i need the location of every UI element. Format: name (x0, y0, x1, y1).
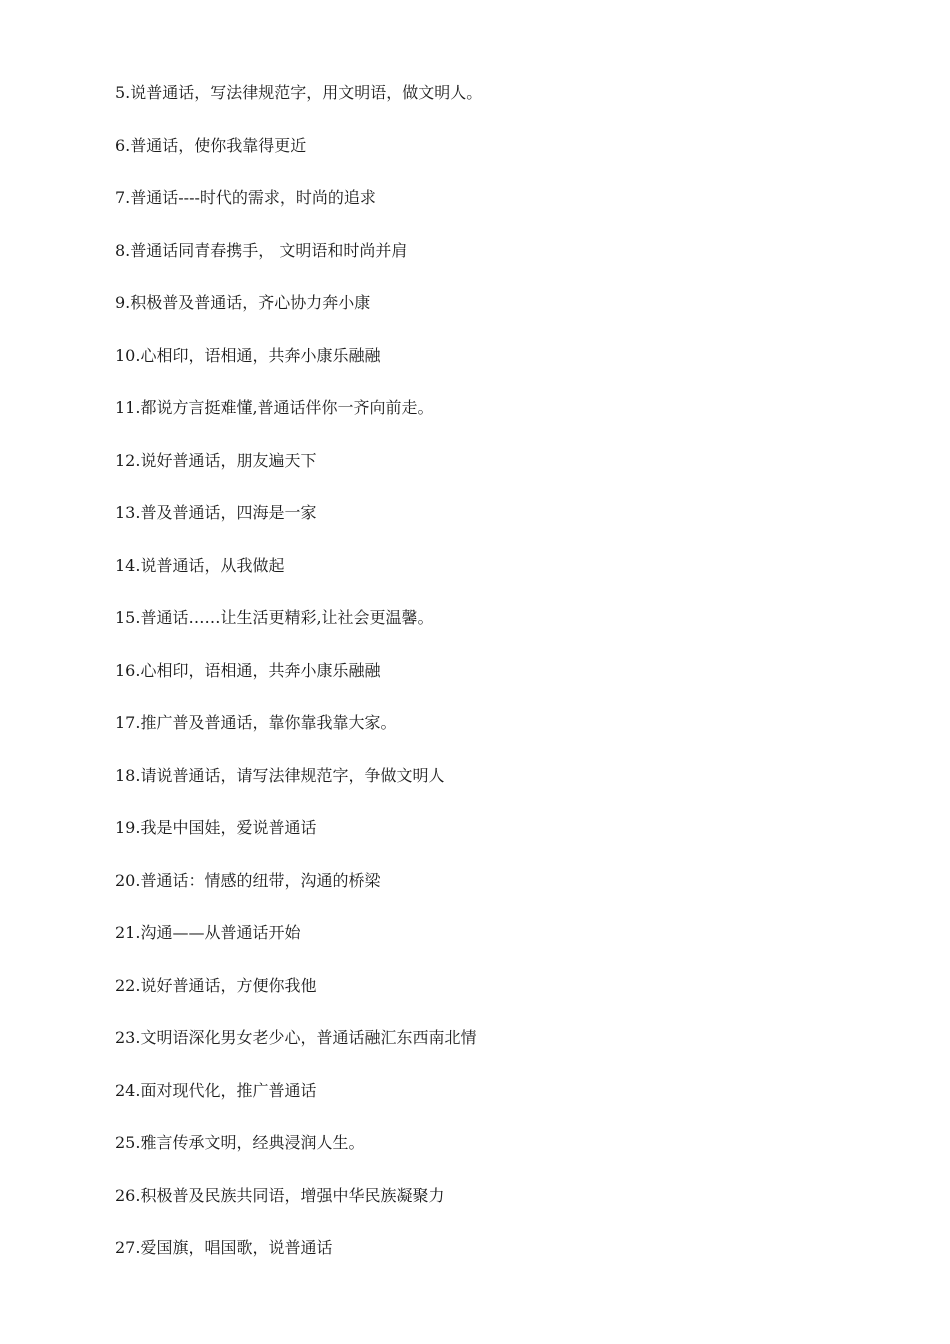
item-text: 普通话----时代的需求，时尚的追求 (130, 188, 376, 207)
item-number: 26. (115, 1185, 141, 1205)
list-item (115, 1235, 482, 1288)
list-item (115, 80, 482, 133)
item-number: 18. (115, 765, 141, 785)
list-item (115, 133, 482, 186)
item-number: 12. (115, 450, 141, 470)
item-text: 雅言传承文明，经典浸润人生。 (140, 1133, 365, 1152)
list-item (115, 290, 482, 343)
item-text: 普通话……让生活更精彩,让社会更温馨。 (140, 608, 434, 627)
item-number: 23. (115, 1028, 141, 1047)
list-item (115, 1130, 482, 1183)
item-text: 普通话，使你我靠得更近 (130, 135, 307, 155)
list-item (115, 185, 482, 238)
item-number: 24. (115, 1080, 141, 1100)
item-text: 积极普及普通话，齐心协力奔小康 (130, 293, 371, 312)
list-item (115, 343, 482, 396)
item-number: 7. (115, 188, 131, 207)
item-text: 心相印，语相通，共奔小康乐融融 (140, 660, 381, 680)
item-number: 25. (115, 1133, 141, 1152)
item-text: 说好普通话，方便你我他 (140, 975, 317, 995)
item-text: 普通话：情感的纽带，沟通的桥梁 (140, 870, 381, 890)
item-number: 9. (115, 293, 131, 312)
item-text: 普通话同青春携手， 文明语和时尚并肩 (130, 240, 408, 260)
item-number: 17. (115, 713, 141, 732)
item-text: 说好普通话，朋友遍天下 (140, 450, 317, 470)
item-text: 沟通——从普通话开始 (140, 923, 301, 942)
list-item (115, 973, 482, 1026)
item-number: 22. (115, 975, 141, 995)
item-text: 普及普通话，四海是一家 (140, 503, 317, 522)
list-item (115, 553, 482, 606)
list-item (115, 1025, 482, 1078)
item-number: 16. (115, 660, 141, 680)
item-number: 20. (115, 870, 141, 890)
item-text: 都说方言挺难懂,普通话伴你一齐向前走。 (140, 398, 434, 417)
item-number: 15. (115, 608, 141, 627)
item-text: 积极普及民族共同语，增强中华民族凝聚力 (140, 1185, 445, 1205)
list-item (115, 815, 482, 868)
item-text: 说普通话，写法律规范字，用文明语，做文明人。 (130, 83, 483, 102)
list-item (115, 1183, 482, 1236)
item-number: 19. (115, 818, 141, 837)
item-number: 5. (115, 83, 131, 102)
item-number: 6. (115, 135, 131, 155)
list-item (115, 1078, 482, 1131)
item-number: 14. (115, 555, 141, 575)
item-text: 文明语深化男女老少心，普通话融汇东西南北情 (140, 1028, 477, 1047)
item-number: 10. (115, 345, 141, 365)
item-text: 我是中国娃，爱说普通话 (140, 818, 317, 837)
slogan-list (115, 80, 482, 1288)
list-item (115, 238, 482, 291)
item-text: 说普通话，从我做起 (140, 555, 285, 575)
item-text: 面对现代化，推广普通话 (140, 1080, 317, 1100)
item-text: 爱国旗，唱国歌，说普通话 (140, 1238, 333, 1257)
item-number: 11. (115, 398, 141, 417)
item-text: 请说普通话，请写法律规范字，争做文明人 (140, 765, 445, 785)
list-item (115, 868, 482, 921)
item-number: 8. (115, 240, 131, 260)
list-item (115, 658, 482, 711)
list-item (115, 448, 482, 501)
list-item (115, 920, 482, 973)
item-number: 27. (115, 1238, 141, 1257)
item-text: 推广普及普通话，靠你靠我靠大家。 (140, 713, 397, 732)
list-item (115, 763, 482, 816)
list-item (115, 605, 482, 658)
item-text: 心相印，语相通，共奔小康乐融融 (140, 345, 381, 365)
item-number: 13. (115, 503, 141, 522)
item-number: 21. (115, 923, 141, 942)
list-item (115, 395, 482, 448)
list-item (115, 710, 482, 763)
list-item (115, 500, 482, 553)
